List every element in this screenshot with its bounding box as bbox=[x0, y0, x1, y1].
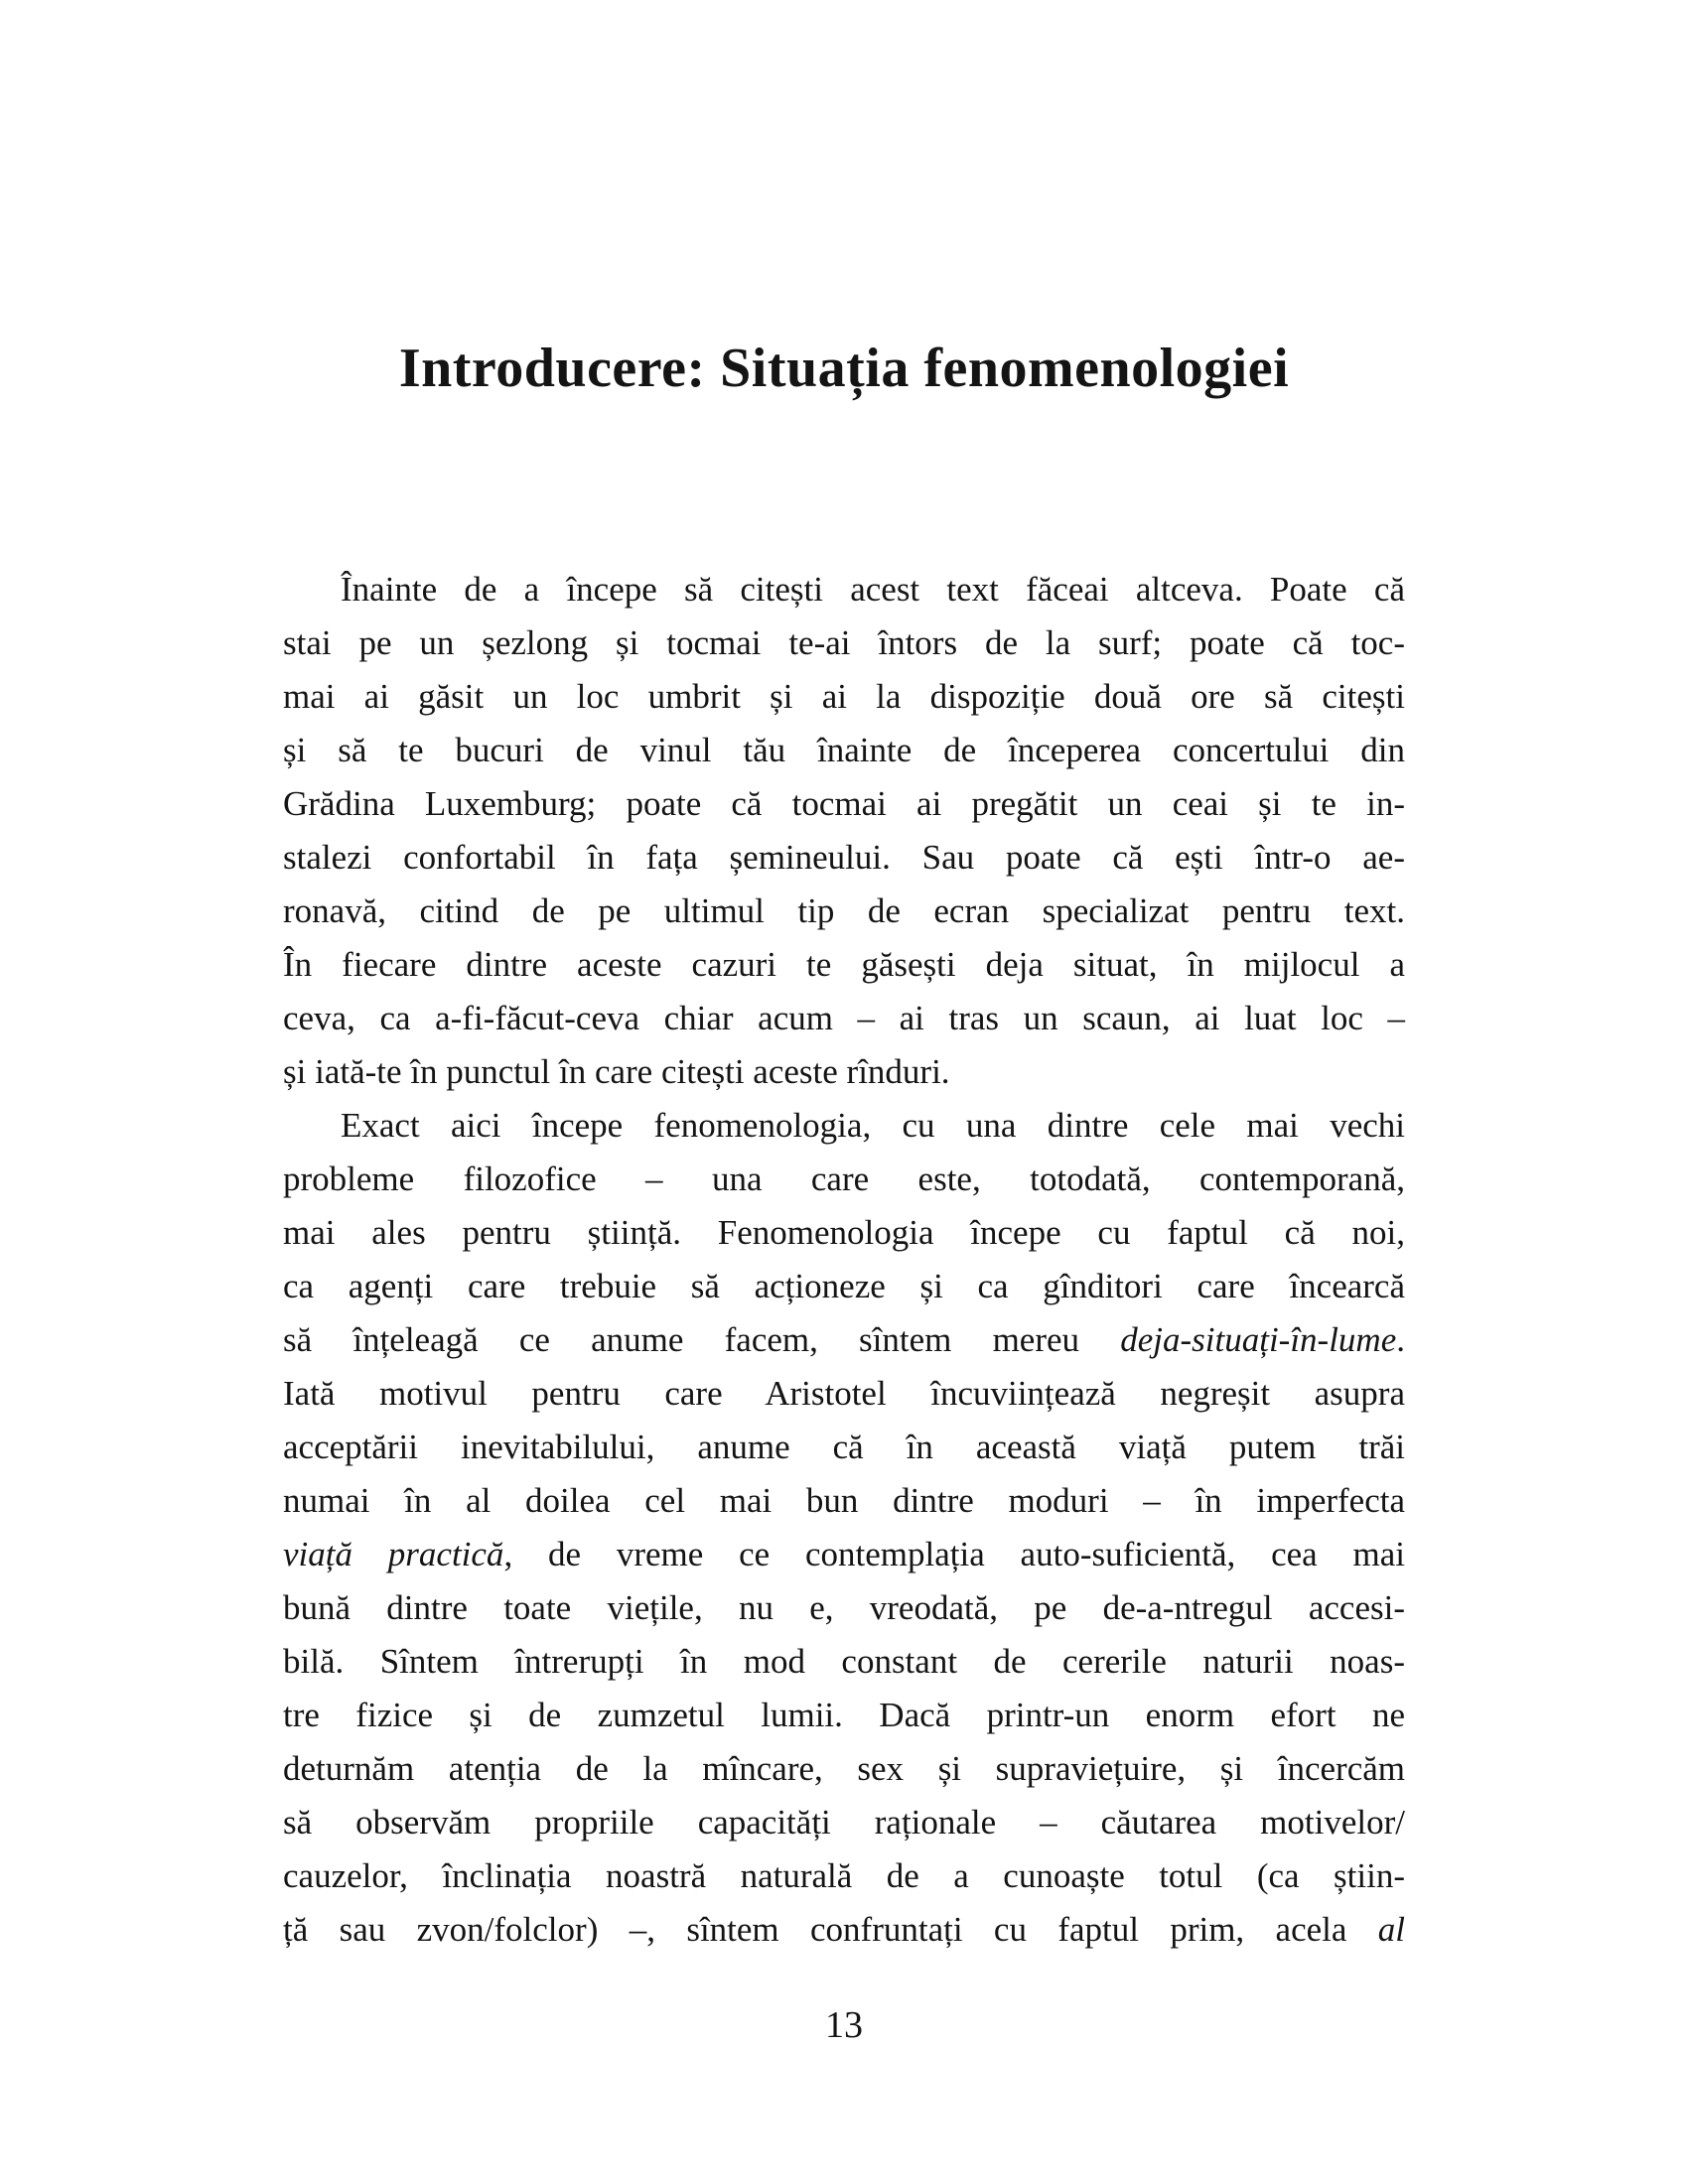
text-line: să observăm propriile capacități raționale – căutarea motivelor/ bbox=[283, 1803, 1405, 1842]
text-line: cauzelor, înclinația noastră naturală de a cunoaște totul (ca știin- bbox=[283, 1856, 1405, 1895]
text-line: stai pe un șezlong și tocmai te-ai întors de la surf; poate că toc- bbox=[283, 623, 1405, 662]
text-line: bună dintre toate viețile, nu e, vreodată, pe de-a-ntregul accesi- bbox=[283, 1588, 1405, 1627]
text-line: și să te bucuri de vinul tău înainte de începerea concertului din bbox=[283, 731, 1405, 769]
text-line: Grădina Luxemburg; poate că tocmai ai pregătit un ceai și te in- bbox=[283, 784, 1405, 823]
text-line: să înțeleagă ce anume facem, sîntem mereu deja-situați-în-lume. bbox=[283, 1320, 1405, 1359]
text-line: ronavă, citind de pe ultimul tip de ecran specializat pentru text. bbox=[283, 891, 1405, 930]
text-line: și iată-te în punctul în care citești aceste rînduri. bbox=[283, 1052, 950, 1091]
text-line: Înainte de a începe să citești acest text făceai altceva. Poate că bbox=[341, 570, 1405, 609]
text-line: În fiecare dintre aceste cazuri te găsești deja situat, în mijlocul a bbox=[283, 945, 1405, 984]
text-line: acceptării inevitabilului, anume că în această viață putem trăi bbox=[283, 1428, 1405, 1466]
text-line: ță sau zvon/folclor) –, sîntem confruntați cu faptul prim, acela al bbox=[283, 1910, 1405, 1949]
text-line: probleme filozofice – una care este, totodată, contemporană, bbox=[283, 1160, 1405, 1198]
body-text bbox=[283, 563, 1405, 1957]
text-line: mai ales pentru știință. Fenomenologia începe cu faptul că noi, bbox=[283, 1213, 1405, 1252]
text-line: viață practică, de vreme ce contemplația auto-suficientă, cea mai bbox=[283, 1535, 1405, 1573]
text-line: ceva, ca a-fi-făcut-ceva chiar acum – ai tras un scaun, ai luat loc – bbox=[283, 999, 1405, 1037]
text-line: tre fizice și de zumzetul lumii. Dacă printr-un enorm efort ne bbox=[283, 1696, 1405, 1734]
chapter-title: Introducere: Situația fenomenologiei bbox=[398, 338, 1290, 399]
text-line: deturnăm atenția de la mîncare, sex și supraviețuire, și încercăm bbox=[283, 1749, 1405, 1788]
text-line: ca agenți care trebuie să acționeze și ca gînditori care încearcă bbox=[283, 1267, 1405, 1305]
text-line: Iată motivul pentru care Aristotel încuviințează negreșit asupra bbox=[283, 1374, 1405, 1413]
page-number: 13 bbox=[825, 2004, 863, 2046]
text-line: stalezi confortabil în fața șemineului. Sau poate că ești într-o ae- bbox=[283, 838, 1405, 877]
text-line: mai ai găsit un loc umbrit și ai la dispoziție două ore să citești bbox=[283, 677, 1405, 716]
text-line: bilă. Sîntem întrerupți în mod constant de cererile naturii noas- bbox=[283, 1642, 1405, 1681]
text-line: numai în al doilea cel mai bun dintre moduri – în imperfecta bbox=[283, 1481, 1405, 1520]
text-line: Exact aici începe fenomenologia, cu una dintre cele mai vechi bbox=[341, 1106, 1405, 1145]
